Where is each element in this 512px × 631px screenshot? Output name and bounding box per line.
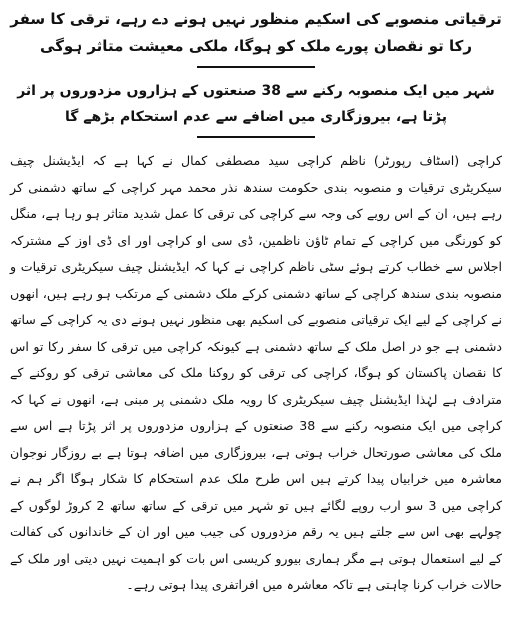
subheadline: شہر میں ایک منصوبہ رکنے سے 38 صنعتوں کے ہزاروں مزدوروں پر اثر پڑتا ہے، بیروزگاری میں اضافے سے عدم استحکام بڑھے گا xyxy=(17,83,495,125)
headline: ترقیاتی منصوبے کی اسکیم منظور نہیں ہونے دے رہے، ترقی کا سفر رکا تو نقصان پورے ملک کو ہوگا، ملکی معیشت متاثر ہوگی xyxy=(10,10,502,55)
subheadline-divider xyxy=(197,136,315,138)
headline-divider xyxy=(197,66,315,68)
article-body: کراچی (اسٹاف رپورٹر) ناظم کراچی سید مصطفی کمال نے کہا ہے کہ ایڈیشنل چیف سیکریٹری ترقیات و منصوبہ بندی حکومت سندھ نذر محمد مہر کراچی کے ساتھ دشمنی کر رہے ہیں، ان کے اس رویے کی وجہ سے کراچی کی ترقی کا عمل شدید متاثر ہو رہا ہے، منگل کو کورنگی میں کراچی کے تمام ٹاؤن ناظمین، ڈی سی او کراچی اور ای ڈی اوز کے مشترکہ اجلاس سے خطاب کرتے ہوئے سٹی ناظم کراچی نے کہا کہ ایڈیشنل چیف سیکریٹری ترقیات و منصوبہ بندی سندھ کراچی کے ساتھ دشمنی کرکے ملک دشمنی کے مرتکب ہو رہے ہیں، انھوں نے کراچی کے لیے ایک ترقیاتی منصوبے کی اسکیم بھی منظور نہیں ہونے دی یہ کراچی کے ساتھ دشمنی ہے جو در اصل ملک کے ساتھ دشمنی ہے کیونکہ کراچی میں ترقی کا سفر رکا تو اس کا نقصان پاکستان کو ہوگا، کراچی کی ترقی کو روکنا ملک کی معاشی ترقی کو روکنے کے مترادف ہے لہٰذا ایڈیشنل چیف سیکریٹری کا رویہ ملک دشمنی پر مبنی ہے، انھوں نے کہا کہ کراچی میں ایک منصوبہ رکنے سے 38 صنعتوں کے ہزاروں مزدوروں پر اثر پڑتا ہے اس سے ملک کی معاشی صورتحال خراب ہوتی ہے، بیروزگاری میں اضافہ ہوتا ہے بے روزگار نوجوان معاشرہ میں خرابیاں پیدا کرتے ہیں اس طرح ملک عدم استحکام کا شکار ہوگا اگر ہم نے کراچی میں 3 سو ارب روپے لگائے ہیں تو شہر میں ترقی کے ساتھ ساتھ 2 کروڑ لوگوں کے چولہے بھی اس سے جلتے ہیں یہ رقم مزدوروں کی جیب میں اور ان کے خاندانوں کی کفالت کے لیے استعمال ہوتی ہے مگر ہماری بیورو کریسی اس بات کو اہمیت نہیں دیتی اور ملک کے حالات خراب کرنا چاہتی ہے تاکہ معاشرہ میں افراتفری پیدا ہوتی رہے۔ xyxy=(10,153,502,592)
